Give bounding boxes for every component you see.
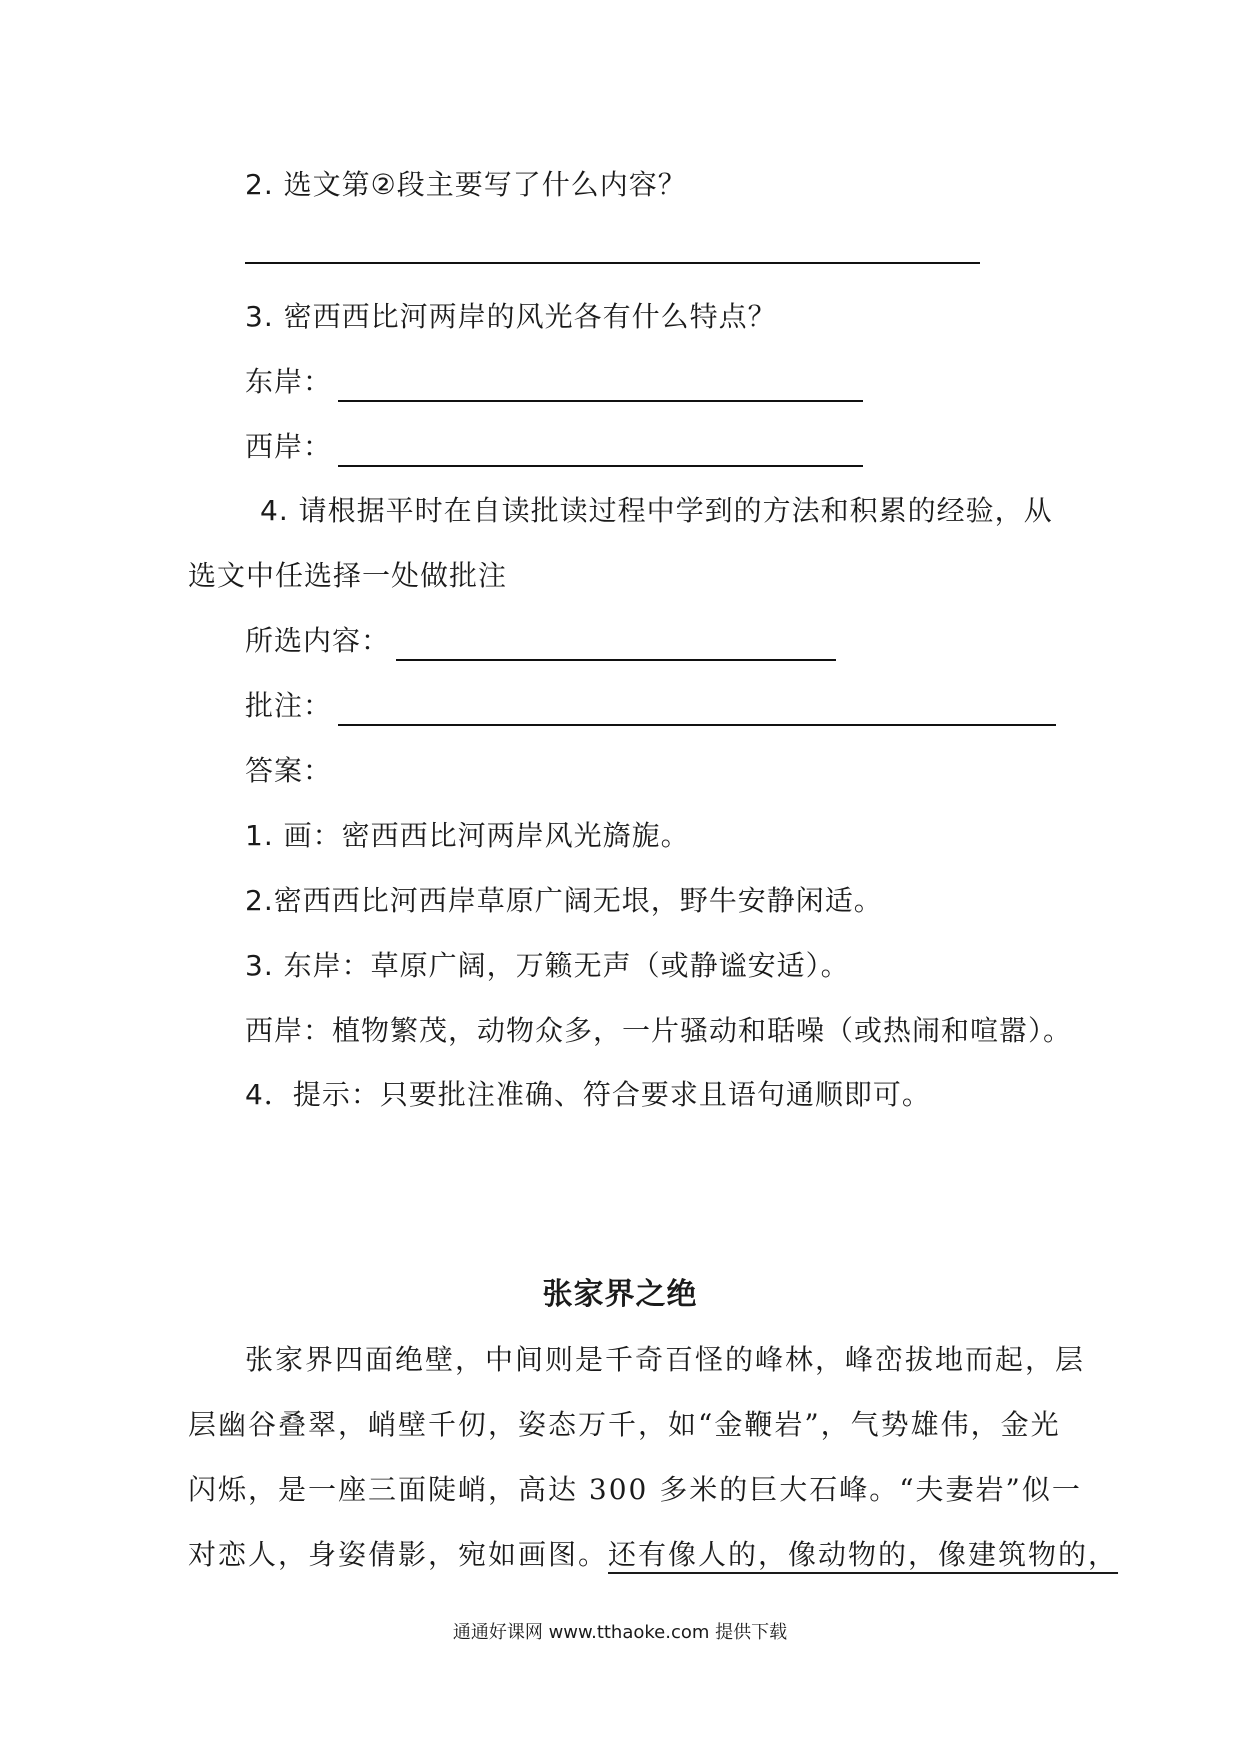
question-4-note-row	[245, 686, 1056, 726]
question-3-west-row	[245, 427, 863, 467]
passage-title: 张家界之绝	[542, 1277, 698, 1312]
question-4-line-2: 选文中任选择一处做批注	[188, 559, 508, 592]
answer-3-east: 3. 东岸：草原广阔，万籁无声（或静谧安适）。	[245, 949, 850, 982]
east-bank-label: 东岸：	[245, 365, 333, 398]
answers-heading: 答案：	[245, 754, 333, 787]
passage-line-3: 闪烁，是一座三面陡峭，高达 300 多米的巨大石峰。“夫妻岩”似一	[188, 1473, 1082, 1506]
footer-source: 通通好课网 www.tthaoke.com 提供下载	[452, 1622, 788, 1643]
answer-line-q2	[245, 262, 980, 264]
question-3-east-row	[245, 362, 863, 402]
answer-3-west: 西岸：植物繁茂，动物众多，一片骚动和聒噪（或热闹和喧嚣）。	[245, 1014, 1073, 1047]
question-4-selected-row	[245, 621, 836, 661]
selected-content-label: 所选内容：	[245, 624, 391, 657]
answer-2: 2.密西西比河西岸草原广阔无垠，野牛安静闲适。	[245, 884, 883, 917]
passage-line-2: 层幽谷叠翠，峭壁千仞，姿态万千，如“金鞭岩”，气势雄伟，金光	[188, 1408, 1061, 1441]
answer-1: 1. 画：密西西比河两岸风光旖旎。	[245, 819, 690, 852]
passage-line-1: 张家界四面绝壁，中间则是千奇百怪的峰林，峰峦拔地而起，层	[245, 1343, 1086, 1376]
note-label: 批注：	[245, 689, 333, 722]
passage-line-4-plain: 对恋人，身姿倩影，宛如画图。	[188, 1538, 609, 1571]
question-2: 2. 选文第②段主要写了什么内容？	[245, 168, 687, 201]
question-4-line-1: 4. 请根据平时在自读批读过程中学到的方法和积累的经验，从	[260, 494, 1053, 527]
east-bank-answer-line	[338, 372, 863, 402]
selected-content-answer-line	[396, 631, 836, 661]
passage-line-4-underlined: 还有像人的，像动物的，像建筑物的，	[608, 1538, 1119, 1571]
passage-line-4	[188, 1535, 1118, 1575]
answer-4: 4．提示：只要批注准确、符合要求且语句通顺即可。	[245, 1078, 931, 1111]
question-3: 3. 密西西比河两岸的风光各有什么特点？	[245, 300, 777, 333]
west-bank-answer-line	[338, 437, 863, 467]
note-answer-line	[338, 696, 1056, 726]
west-bank-label: 西岸：	[245, 430, 333, 463]
